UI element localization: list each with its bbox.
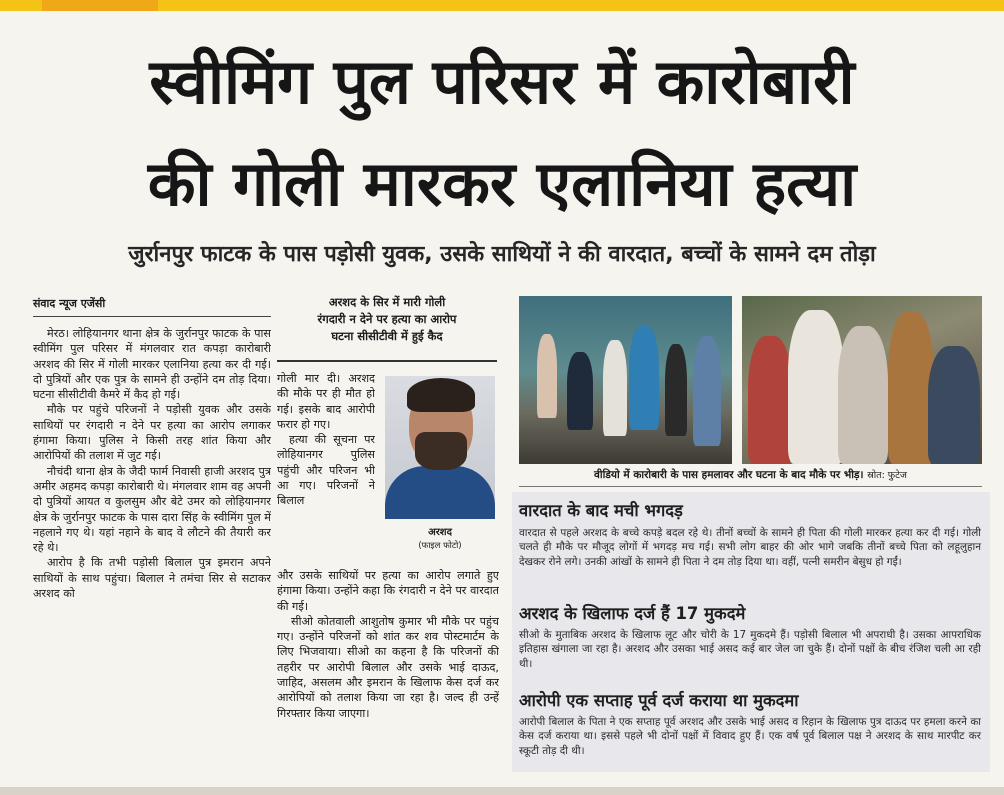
photo-caption — [519, 468, 982, 487]
paragraph: गोली मार दी। अरशद की मौके पर ही मौत हो गई। इसके बाद आरोपी फरार हो गए। — [277, 372, 375, 431]
paragraph: मेरठ। लोहियानगर थाना क्षेत्र के जुर्रानपुर फाटक के पास स्वीमिंग पुल परिसर में मंगलवार रात कपड़ा कारोबारी अरशद की सिर में गोली मारकर एलानिया हत्या कर दी गई। दो पुत्रियों और एक पुत्र के सामने ही उन्होंने दम तोड़ दिया। घटना सीसीटीवी कैमरे में कैद हो गई। — [33, 327, 271, 402]
sidebar-text: सीओ के मुताबिक अरशद के खिलाफ लूट और चोरी के 17 मुकदमे हैं। पड़ोसी बिलाल भी अपराधी है। उसका आपराधिक इतिहास खंगाला जा रहा है। अरशद और उसका भाई असद कई बार जेल जा चुके हैं। दोनों पक्षों के बीच रंजिश चली आ रही थी। — [519, 629, 981, 670]
highlight-line: घटना सीसीटीवी में हुई कैद — [331, 329, 443, 343]
portrait-beard — [415, 432, 467, 470]
person-figure — [537, 334, 557, 418]
person-figure — [928, 346, 980, 464]
cctv-still-photo — [519, 296, 732, 464]
crowd-photo — [742, 296, 982, 464]
highlight-line: अरशद के सिर में मारी गोली — [328, 295, 446, 309]
article-column-2-wide — [277, 568, 499, 786]
portrait-credit: (फाइल फोटो) — [418, 541, 462, 551]
sidebar-heading: वारदात के बाद मची भगदड़ — [519, 501, 683, 520]
paragraph: नौचंदी थाना क्षेत्र के जैदी फार्म निवासी हाजी अरशद पुत्र अमीर अहमद कपड़ा कारोबारी थे। मंगलवार शाम वह अपनी दो पुत्रियों आयत व कुलसुम और बेटे उमर को लोहियानगर क्षेत्र के जुर्रानपुर फाटक के पास दारा सिंह के स्वीमिंग पुल में नहलाने गए थे। यहां नहाने के बाद वे लौटने की तैयारी कर रहे थे। — [33, 464, 271, 555]
paragraph: और उसके साथियों पर हत्या का आरोप लगाते हुए हंगामा किया। उन्होंने कहा कि रंगदारी न देने पर वारदात की गई। — [277, 569, 499, 613]
portrait-shirt — [385, 466, 495, 519]
paragraph: आरोप है कि तभी पड़ोसी बिलाल पुत्र इमरान अपने साथियों के साथ पहुंचा। बिलाल ने तमंचा सिर से सटाकर अरशद को — [33, 556, 271, 601]
person-figure — [693, 336, 721, 446]
person-figure — [665, 344, 687, 436]
paragraph: हत्या की सूचना पर लोहियानगर पुलिस पहुंची और परिजन भी आ गए। परिजनों ने बिलाल — [277, 433, 375, 508]
sidebar-text: आरोपी बिलाल के पिता ने एक सप्ताह पूर्व अरशद और उसके भाई असद व रिहान के खिलाफ पुत्र दाऊद पर हमला करने का केस दर्ज कराया था। इससे पहले भी दोनों पक्षों में विवाद हुए हैं। एक वर्ष पूर्व बिलाल पक्ष ने अरशद के साथ मारपीट कर स्कूटी तोड़ दी थी। — [519, 716, 981, 757]
top-color-tab — [42, 0, 158, 11]
person-figure — [567, 352, 593, 430]
byline-rule — [33, 316, 271, 317]
person-figure — [788, 310, 844, 464]
top-color-bar — [0, 0, 1004, 11]
article-column-1 — [33, 326, 271, 786]
portrait-hair — [407, 378, 475, 412]
sidebar-heading: अरशद के खिलाफ दर्ज हैं 17 मुकदमे — [519, 604, 746, 623]
article-column-2-narrow — [277, 371, 375, 567]
highlight-line: रंगदारी न देने पर हत्या का आरोप — [317, 312, 457, 326]
bottom-strip — [0, 787, 1004, 795]
person-figure — [629, 326, 659, 430]
photo-caption-text: वीडियो में कारोबारी के पास हमलावर और घटना के बाद मौके पर भीड़। — [594, 469, 864, 481]
portrait-caption: अरशद — [428, 527, 452, 538]
paragraph: सीओ कोतवाली आशुतोष कुमार भी मौके पर पहुंच गए। उन्होंने परिजनों को शांत कर शव पोस्टमार्टम के लिए भिजवाया। सीओ का कहना है कि परिजनों की तहरीर पर आरोपी बिलाल और उसके भाई दाऊद, जाहिद, असलम और इमरान के खिलाफ केस दर्ज कर आरोपियों को तलाश किया जा रहा है। जल्द ही उन्हें गिरफ्तार किया जाएगा। — [277, 614, 499, 720]
portrait-photo — [385, 376, 495, 519]
person-figure — [838, 326, 888, 464]
sidebar-heading: आरोपी एक सप्ताह पूर्व दर्ज कराया था मुकदमा — [519, 691, 799, 710]
paragraph: मौके पर पहुंचे परिजनों ने पड़ोसी युवक और उसके साथियों पर रंगदारी न देने पर हत्या का आरोप लगाकर हंगामा किया। पुलिस ने किसी तरह शांत किया और आरोपियों की तलाश में जुट गई। — [33, 403, 271, 463]
highlight-box — [277, 294, 497, 362]
photo-source: स्रोत: फुटेज — [867, 470, 907, 481]
sidebar-text: वारदात से पहले अरशद के बच्चे कपड़े बदल रहे थे। तीनों बच्चों के सामने ही पिता की गोली मारकर हत्या कर दी गई। गोली चलते ही मौके पर मौजूद लोगों में भगदड़ मच गई। सभी लोग बाहर की ओर भागे जबकि तीनों बच्चे पिता को लहूलुहान देखकर रोने लगे। उनकी आंखों के सामने ही पिता ने दम तोड़ दिया था। वहीं, पत्नी समरीन बेसुध हो गईं। — [519, 527, 981, 568]
person-figure — [748, 336, 792, 464]
byline: संवाद न्यूज एजेंसी — [33, 297, 106, 310]
headline-line-2: की गोली मारकर एलानिया हत्या — [147, 147, 857, 220]
person-figure — [603, 340, 627, 436]
headline-line-1: स्वीमिंग पुल परिसर में कारोबारी — [149, 45, 855, 118]
subheadline: जुर्रानपुर फाटक के पास पड़ोसी युवक, उसके साथियों ने की वारदात, बच्चों के सामने दम तोड़ा — [128, 242, 876, 267]
